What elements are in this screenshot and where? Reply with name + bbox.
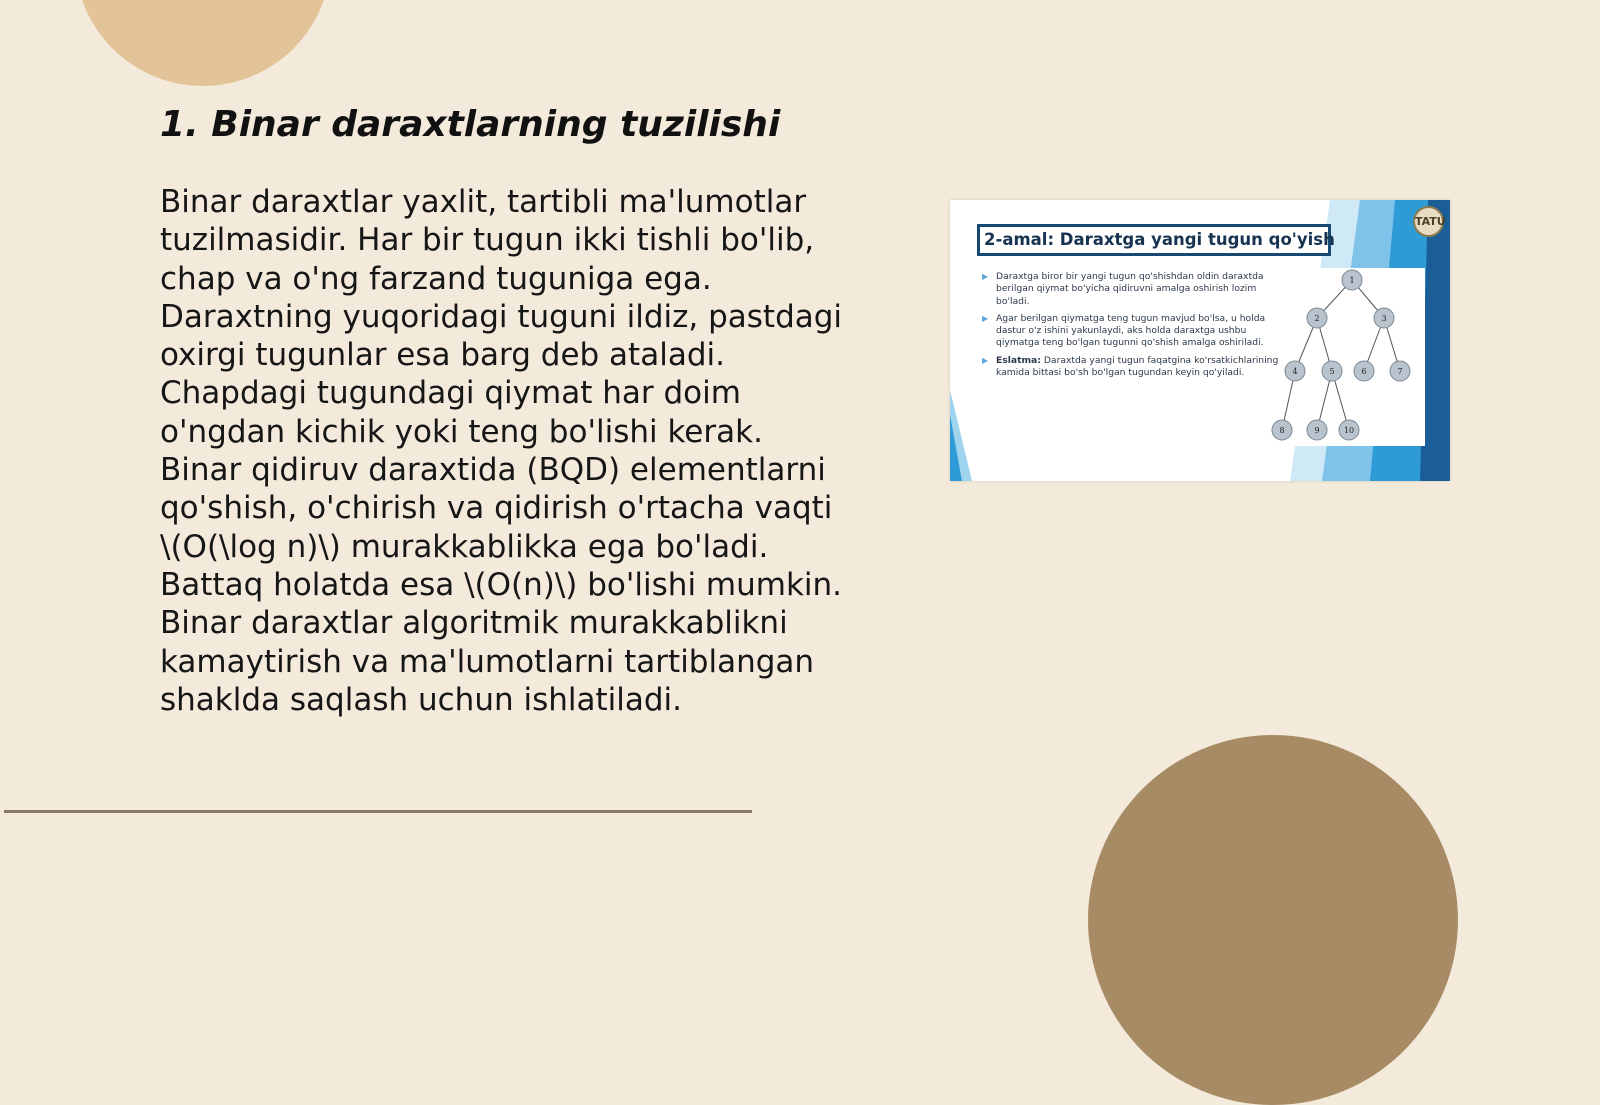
tree-node-label: 2 bbox=[1314, 314, 1320, 323]
decorative-circle-bottom bbox=[1088, 735, 1458, 1105]
tree-node bbox=[1374, 308, 1394, 328]
thumbnail-bullet: ▶ Daraxtga biror bir yangi tugun qo'shishdan oldin daraxtda berilgan qiymat bo'yicha qidiruvni amalga oshirish lozim bo'ladi. bbox=[982, 271, 1264, 307]
tree-node bbox=[1285, 361, 1305, 381]
thumbnail-bullet: ▶ Eslatma: Daraxtda yangi tugun faqatgina ko'rsatkichlarining kamida bittasi bo'sh bo'lgan tugundan keyin qo'yiladi. bbox=[982, 354, 1279, 379]
decorative-circle-top bbox=[75, 0, 331, 86]
tree-node-label: 4 bbox=[1292, 367, 1298, 376]
slide-body-text: Binar daraxtlar yaxlit, tartibli ma'lumotlar tuzilmasidir. Har bir tugun ikki tishli bo'lib, chap va o'ng farzand tuguniga ega. Daraxtning yuqoridagi tuguni ildiz, pastdagi oxirgi tugunlar esa barg deb ataladi. Chapdagi tugundagi qiymat har doim o'ngdan kichik yoki teng bo'lishi kerak. Binar qidiruv daraxtida (BQD) elementlarni qo'shish, o'chirish va qidirish o'rtacha vaqti \(O(\log n)\) murakkablikka ega bo'ladi. Battaq holatda esa \(O(n)\) bo'lishi mumkin. Binar daraxtlar algoritmik murakkablikni kamaytirish va ma'lumotlarni tartiblangan shaklda saqlash uchun ishlatiladi. bbox=[160, 184, 843, 718]
triangle-bullet-icon: ▶ bbox=[982, 355, 989, 365]
thumbnail-bullet: ▶ Agar berilgan qiymatga teng tugun mavjud bo'lsa, u holda dastur o'z ishini yakunlaydi, aks holda daraxtga ushbu qiymatga teng bo'lgan tugunni qo'shish amalga oshiriladi. bbox=[982, 312, 1266, 349]
tree-node bbox=[1339, 420, 1359, 440]
tree-node-label: 10 bbox=[1343, 426, 1355, 435]
embedded-slide-image bbox=[950, 200, 1450, 481]
tree-node bbox=[1322, 361, 1342, 381]
tree-node-label: 5 bbox=[1329, 367, 1335, 376]
tree-node bbox=[1307, 308, 1327, 328]
thumbnail-bullet-list bbox=[982, 271, 1287, 384]
binary-tree-diagram bbox=[1268, 268, 1425, 446]
tree-node bbox=[1272, 420, 1292, 440]
tree-node-label: 9 bbox=[1314, 426, 1320, 435]
triangle-bullet-icon: ▶ bbox=[982, 313, 989, 323]
tree-node-label: 1 bbox=[1349, 276, 1355, 285]
tree-node bbox=[1354, 361, 1374, 381]
decorative-underline bbox=[4, 810, 752, 813]
tree-node-label: 3 bbox=[1381, 314, 1387, 323]
triangle-bullet-icon: ▶ bbox=[982, 272, 989, 281]
thumbnail-title: 2-amal: Daraxtga yangi tugun qo'yish bbox=[977, 224, 1331, 256]
tree-diagram-panel bbox=[1268, 268, 1425, 446]
logo-text: TATU bbox=[1415, 215, 1446, 228]
tree-node-label: 6 bbox=[1361, 367, 1367, 376]
tree-node bbox=[1390, 361, 1410, 381]
tree-node-label: 8 bbox=[1279, 426, 1285, 435]
tree-node bbox=[1342, 270, 1362, 290]
slide-title: 1. Binar daraxtlarning tuzilishi bbox=[160, 104, 781, 145]
tree-node-label: 7 bbox=[1397, 367, 1403, 376]
university-logo bbox=[1413, 206, 1444, 237]
tree-node bbox=[1307, 420, 1327, 440]
